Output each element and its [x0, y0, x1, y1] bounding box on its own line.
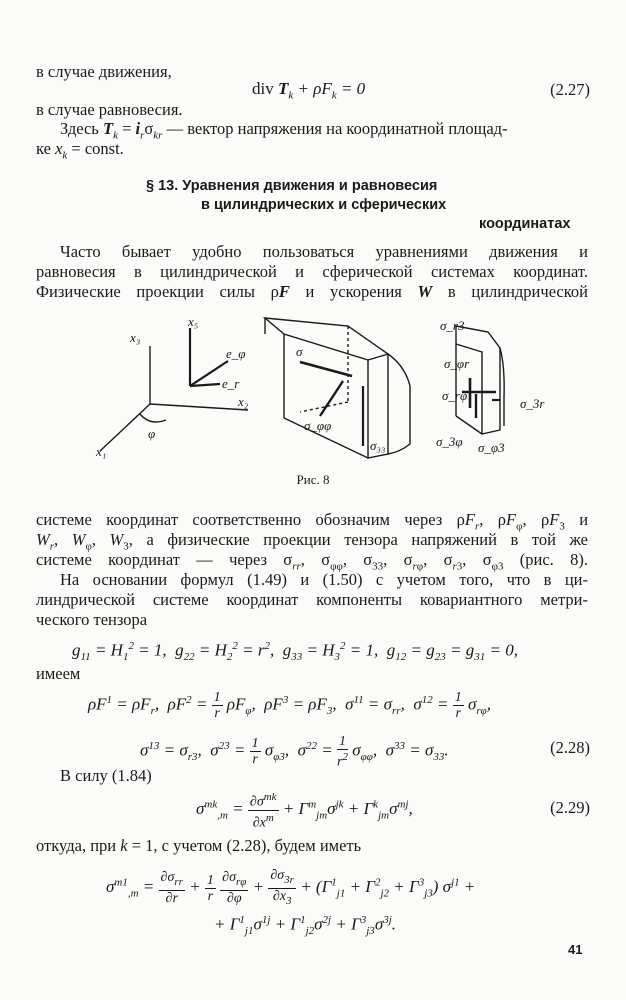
section-heading: в цилиндрических и сферических: [201, 197, 447, 213]
label-phi: φ: [148, 426, 156, 441]
paragraph-line: На основании формул (1.49) и (1.50) с учетом того, что в ци-: [60, 570, 588, 589]
label-sigma-3r: σ_3r: [520, 396, 545, 411]
paragraph-line: системе координат — через $\sigma_{rr}$, $\sigma_{\varphi\varphi}$, $\sigma_{33}$, $\sigma_{r\varphi}$, $\sigma_{r3}$, $\sigma_{\varphi 3}$ (рис. 8).: [36, 550, 588, 573]
text-line: в случае движения,: [36, 62, 172, 81]
label-x1: x₁: [96, 444, 107, 459]
equation-2-27: div $T_k + \rho F_k = 0$: [252, 79, 366, 102]
paragraph-line: системе координат соответственно обозначим через $\rho F_r$, $\rho F_\varphi$, $\rho F_3$ и: [36, 510, 589, 533]
section-heading: § 13. Уравнения движения и равновесия: [146, 178, 438, 194]
label-sigma-phiphi: σ_φφ: [304, 418, 332, 433]
text-line: ке $x_k$ = const.: [36, 139, 124, 162]
text-line: Здесь $T_k = i_r\sigma_{kr}$ — вектор напряжения на координатной площад-: [60, 119, 508, 142]
paragraph-line: линдрической системе координат компоненты ковариантного метри-: [36, 590, 588, 609]
label-sigma-rphi: σ_rφ: [442, 388, 468, 403]
label-sigma-r3: σ_r3: [440, 318, 465, 333]
text-line: имеем: [36, 664, 81, 683]
figure-caption: Рис. 8: [296, 472, 330, 487]
paragraph-line: равновесия в цилиндрической и сферической системах координат.: [36, 262, 588, 281]
label-sigma: σ: [296, 344, 303, 359]
equation-2-28-line-2: $\sigma^{13} = \sigma_{r3}$, $\sigma^{23}$ = $\frac{1}{r}$ $\sigma_{\varphi 3}$, $\sigma^{22}$ = $\frac{1}{r^2}$ $\sigma_{\varphi\varphi}$, $\sigma^{33} = \sigma_{33}$.: [140, 734, 449, 770]
page-number: 41: [568, 942, 583, 957]
equation-2-29: $\sigma^{mk}_{,m}$ = $\frac{\partial\sigma^{mk}}{\partial x^m}$ + $\Gamma^m_{jm}\sigma^{jk} + \Gamma^k_{jm}\sigma^{mj}$,: [196, 791, 413, 831]
paragraph-line: Физические проекции силы ρF и ускорения W в цилиндрической: [36, 282, 589, 301]
equation-2-28-line-1: $\rho F^1 = \rho F_r$, $\rho F^2$ = $\frac{1}{r}$ $\rho F_\varphi$, $\rho F^3 = \rho F_3$, $\sigma^{11} = \sigma_{rr}$, $\sigma^{12}$ = $\frac{1}{r}$ $\sigma_{r\varphi}$,: [88, 690, 491, 721]
label-sigma-33: σ₃₃: [370, 438, 386, 453]
label-e-r: e_r: [222, 376, 240, 391]
paragraph-line: $W_r$, $W_\varphi$, $W_3$, а физические проекции тензора напряжений в той же: [36, 530, 589, 553]
text-line: В силу (1.84): [60, 766, 152, 785]
label-x2: x₂: [238, 394, 249, 409]
equation-number: (2.29): [550, 798, 590, 817]
label-x3: x₃: [130, 330, 141, 345]
label-e-phi: e_φ: [226, 346, 246, 361]
text-line: в случае равновесия.: [36, 100, 183, 119]
text-line: откуда, при k = 1, с учетом (2.28), будем иметь: [36, 836, 362, 855]
label-sigma-3phi: σ_3φ: [436, 434, 463, 449]
label-sigma-phir: σ_φr: [444, 356, 470, 371]
paragraph-line: Часто бывает удобно пользоваться уравнениями движения и: [60, 242, 588, 261]
label-x5: x₅: [188, 314, 199, 329]
equation-number: (2.28): [550, 738, 590, 757]
equation-number: (2.27): [550, 80, 590, 99]
metric-equation: $g_{11} = H_1^2 = 1$, $g_{22} = H_2^2 = r^2$, $g_{33} = H_3^2 = 1$, $g_{12} = g_{23} = g_{31} = 0$,: [72, 640, 518, 664]
final-equation-line-2: + $\Gamma^1_{j1}\sigma^{1j} + \Gamma^1_{j2}\sigma^{2j} + \Gamma^3_{j3}\sigma^{3j}$.: [214, 914, 397, 938]
section-heading: координатах: [479, 216, 571, 232]
label-sigma-phi3: σ_φ3: [478, 440, 505, 455]
paragraph-line: ческого тензора: [36, 610, 148, 629]
figure-8: [0, 306, 626, 466]
final-equation-line-1: $\sigma^{m1}_{,m}$ = $\frac{\partial\sigma_{rr}}{\partial r}$ + $\frac{1}{r}$ $\frac{\partial\sigma_{r\varphi}}{\partial\varphi}$ + $\frac{\partial\sigma_{3r}}{\partial x_3}$ + $(\Gamma^1_{j1} + \Gamma^2_{j2} + \Gamma^3_{j3}) \sigma^{j1}$ +: [106, 868, 476, 907]
